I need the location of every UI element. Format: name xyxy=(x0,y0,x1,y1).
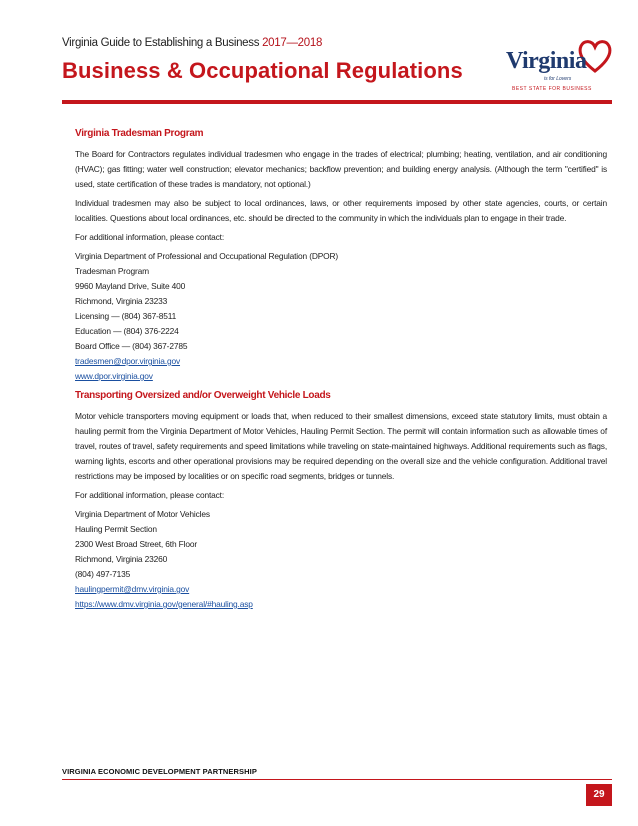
contact-line: 2300 West Broad Street, 6th Floor xyxy=(75,539,197,549)
paragraph: For additional information, please contact: xyxy=(75,232,225,242)
email-link[interactable]: tradesmen@dpor.virginia.gov xyxy=(75,356,181,366)
guide-title: Virginia Guide to Establishing a Business xyxy=(62,37,260,49)
logo-sub: is for Lovers xyxy=(544,76,572,82)
section-heading: Virginia Tradesman Program xyxy=(75,128,204,139)
virginia-logo xyxy=(500,38,612,100)
guide-header xyxy=(62,37,322,49)
page-title: Business & Occupational Regulations xyxy=(62,58,463,83)
contact-line: (804) 497-7135 xyxy=(75,569,131,579)
paragraph: For additional information, please contact: xyxy=(75,490,225,500)
footer-divider xyxy=(62,779,612,780)
contact-line: Education — (804) 376-2224 xyxy=(75,326,179,336)
contact-line: Richmond, Virginia 23233 xyxy=(75,296,168,306)
contact-line: Virginia Department of Motor Vehicles xyxy=(75,509,210,519)
page-number: 29 xyxy=(586,784,612,806)
paragraph: The Board for Contractors regulates individual tradesmen who engage in the trades of electrical; plumbing; heating, ventilation, and air conditioning (HVAC); gas fitting; water well construction; elevator mechanics; backflow prevention; and building energy analysis. (Although the term "certified" is used, state certification of these trades is mandatory, not optional.) xyxy=(75,149,607,189)
contact-block xyxy=(75,249,607,384)
paragraph: Individual tradesmen may also be subject to local ordinances, laws, or other requirements imposed by other state agencies, courts, or certain localities. Questions about local ordinances, etc. should be directed to the community in which the individuals plan to engage in their trade. xyxy=(75,198,607,223)
logo-tagline: BEST STATE FOR BUSINESS xyxy=(512,86,592,92)
email-link[interactable]: haulingpermit@dmv.virginia.gov xyxy=(75,584,190,594)
contact-line: 9960 Mayland Drive, Suite 400 xyxy=(75,281,186,291)
website-link[interactable]: https://www.dmv.virginia.gov/general/#hauling.asp xyxy=(75,599,253,609)
contact-line: Licensing — (804) 367-8511 xyxy=(75,311,177,321)
contact-line: Virginia Department of Professional and Occupational Regulation (DPOR) xyxy=(75,251,339,261)
guide-years: 2017—2018 xyxy=(262,37,323,49)
paragraph: Motor vehicle transporters moving equipment or loads that, when reduced to their smallest dimensions, exceed state statutory limits, must obtain a hauling permit from the Virginia Department of Motor Vehicles, Hauling Permit Section. The permit will contain information such as allowable times of travel, routes of travel, safety requirements and speed limitations while traveling on state-maintained highways. Additional requirements such as flags, warning lights, escorts and other operational provisions may be required depending on the overall size and the vehicle configuration. Additional travel restrictions may be imposed by localities or on specific road segments, bridges or tunnels. xyxy=(75,411,607,481)
contact-line: Hauling Permit Section xyxy=(75,524,157,534)
contact-block xyxy=(75,507,607,612)
section-heading: Transporting Oversized and/or Overweight Vehicle Loads xyxy=(75,390,331,401)
contact-line: Richmond, Virginia 23260 xyxy=(75,554,168,564)
website-link[interactable]: www.dpor.virginia.gov xyxy=(75,371,153,381)
footer-org: VIRGINIA ECONOMIC DEVELOPMENT PARTNERSHIP xyxy=(62,767,257,776)
contact-line: Board Office — (804) 367-2785 xyxy=(75,341,188,351)
logo-wordmark: Virginia xyxy=(506,48,587,74)
page-content xyxy=(75,126,607,616)
contact-line: Tradesman Program xyxy=(75,266,149,276)
header-divider xyxy=(62,100,612,104)
